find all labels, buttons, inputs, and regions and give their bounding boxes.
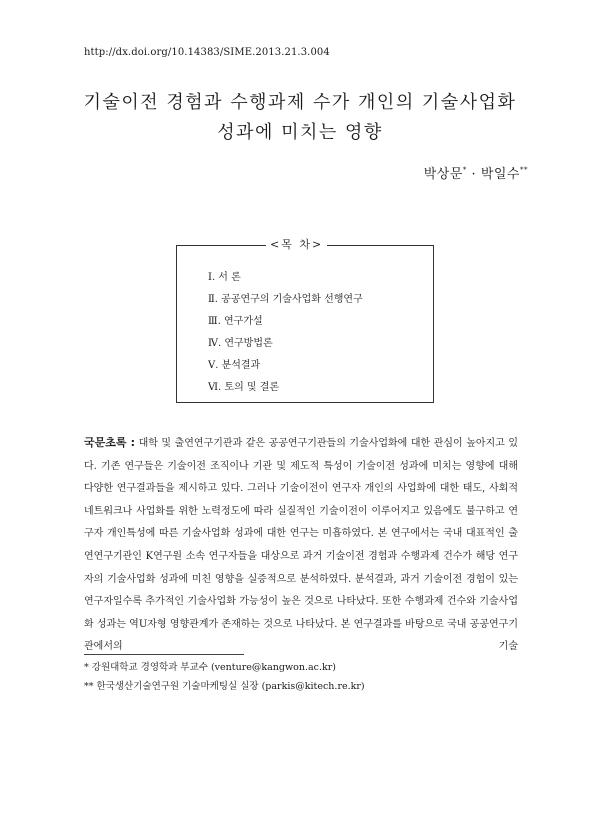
korean-abstract bbox=[84, 432, 518, 659]
toc-item: Ⅴ. 분석결과 bbox=[208, 360, 261, 371]
toc-item: Ⅱ. 공공연구의 기술사업화 선행연구 bbox=[208, 294, 363, 305]
author-separator: · bbox=[466, 167, 481, 182]
abstract-label: 국문초록 : bbox=[84, 436, 136, 449]
abstract-text: 대학 및 출연연구기관과 같은 공공연구기관들의 기술사업화에 대한 관심이 높아지고 있다. 기존 연구들은 기술이전 조직이나 기관 및 제도적 특성이 기술이전 성과에 미치는 영향에 대해 다양한 연구결과들을 제시하고 있다. 그러나 기술이전이 연구자 개인의 사업화에 대한 태도, 사회적 네트워크나 사업화를 위한 노력정도에 따라 실질적인 기술이전이 이루어지고 있음에도 불구하고 연구자 개인특성에 따른 기술사업화 성과에 대한 연구는 미흡하였다. 본 연구에서는 국내 대표적인 출연연구기관인 K연구원 소속 연구자들을 대상으로 과거 기술이전 경험과 수행과제 건수가 해당 연구자의 기술사업화 성과에 미친 영향을 실증적으로 분석하였다. 분석결과, 과거 기술이전 경험이 있는 연구자일수록 추가적인 기술사업화 가능성이 높은 것으로 나타났다. 또한 수행과제 건수와 기술사업화 성과는 역U자형 영향관계가 존재하는 것으로 나타났다. 본 연구결과를 바탕으로 국내 공공연구기관에서의 기술 bbox=[84, 438, 519, 653]
footnote-2: ** 한국생산기술연구원 기술마케팅실 실장 (parkis@kitech.re.kr) bbox=[84, 681, 365, 692]
toc-item: Ⅰ. 서 론 bbox=[208, 272, 241, 283]
footnote-divider bbox=[84, 654, 244, 655]
author-name-1: 박상문 bbox=[423, 167, 463, 182]
footnote-1: * 강원대학교 경영학과 부교수 (venture@kangwon.ac.kr) bbox=[84, 662, 336, 673]
doi-link[interactable]: http://dx.doi.org/10.14383/SIME.2013.21.3.004 bbox=[84, 47, 330, 58]
paper-title-line-1: 기술이전 경험과 수행과제 수가 개인의 기술사업화 bbox=[83, 92, 517, 113]
toc-item: Ⅵ. 토의 및 결론 bbox=[208, 382, 280, 393]
author-name-2: 박일수 bbox=[480, 167, 520, 182]
paper-title-line-2: 성과에 미치는 영향 bbox=[217, 122, 383, 143]
toc-list bbox=[208, 267, 363, 399]
toc-item: Ⅳ. 연구방법론 bbox=[208, 338, 273, 349]
toc-item: Ⅲ. 연구가설 bbox=[208, 316, 263, 327]
author-line bbox=[424, 163, 528, 182]
author-mark-2: ** bbox=[520, 166, 528, 174]
author-mark-1: * bbox=[462, 166, 467, 174]
toc-title: <목 차> bbox=[266, 236, 327, 252]
footnotes bbox=[84, 658, 365, 696]
